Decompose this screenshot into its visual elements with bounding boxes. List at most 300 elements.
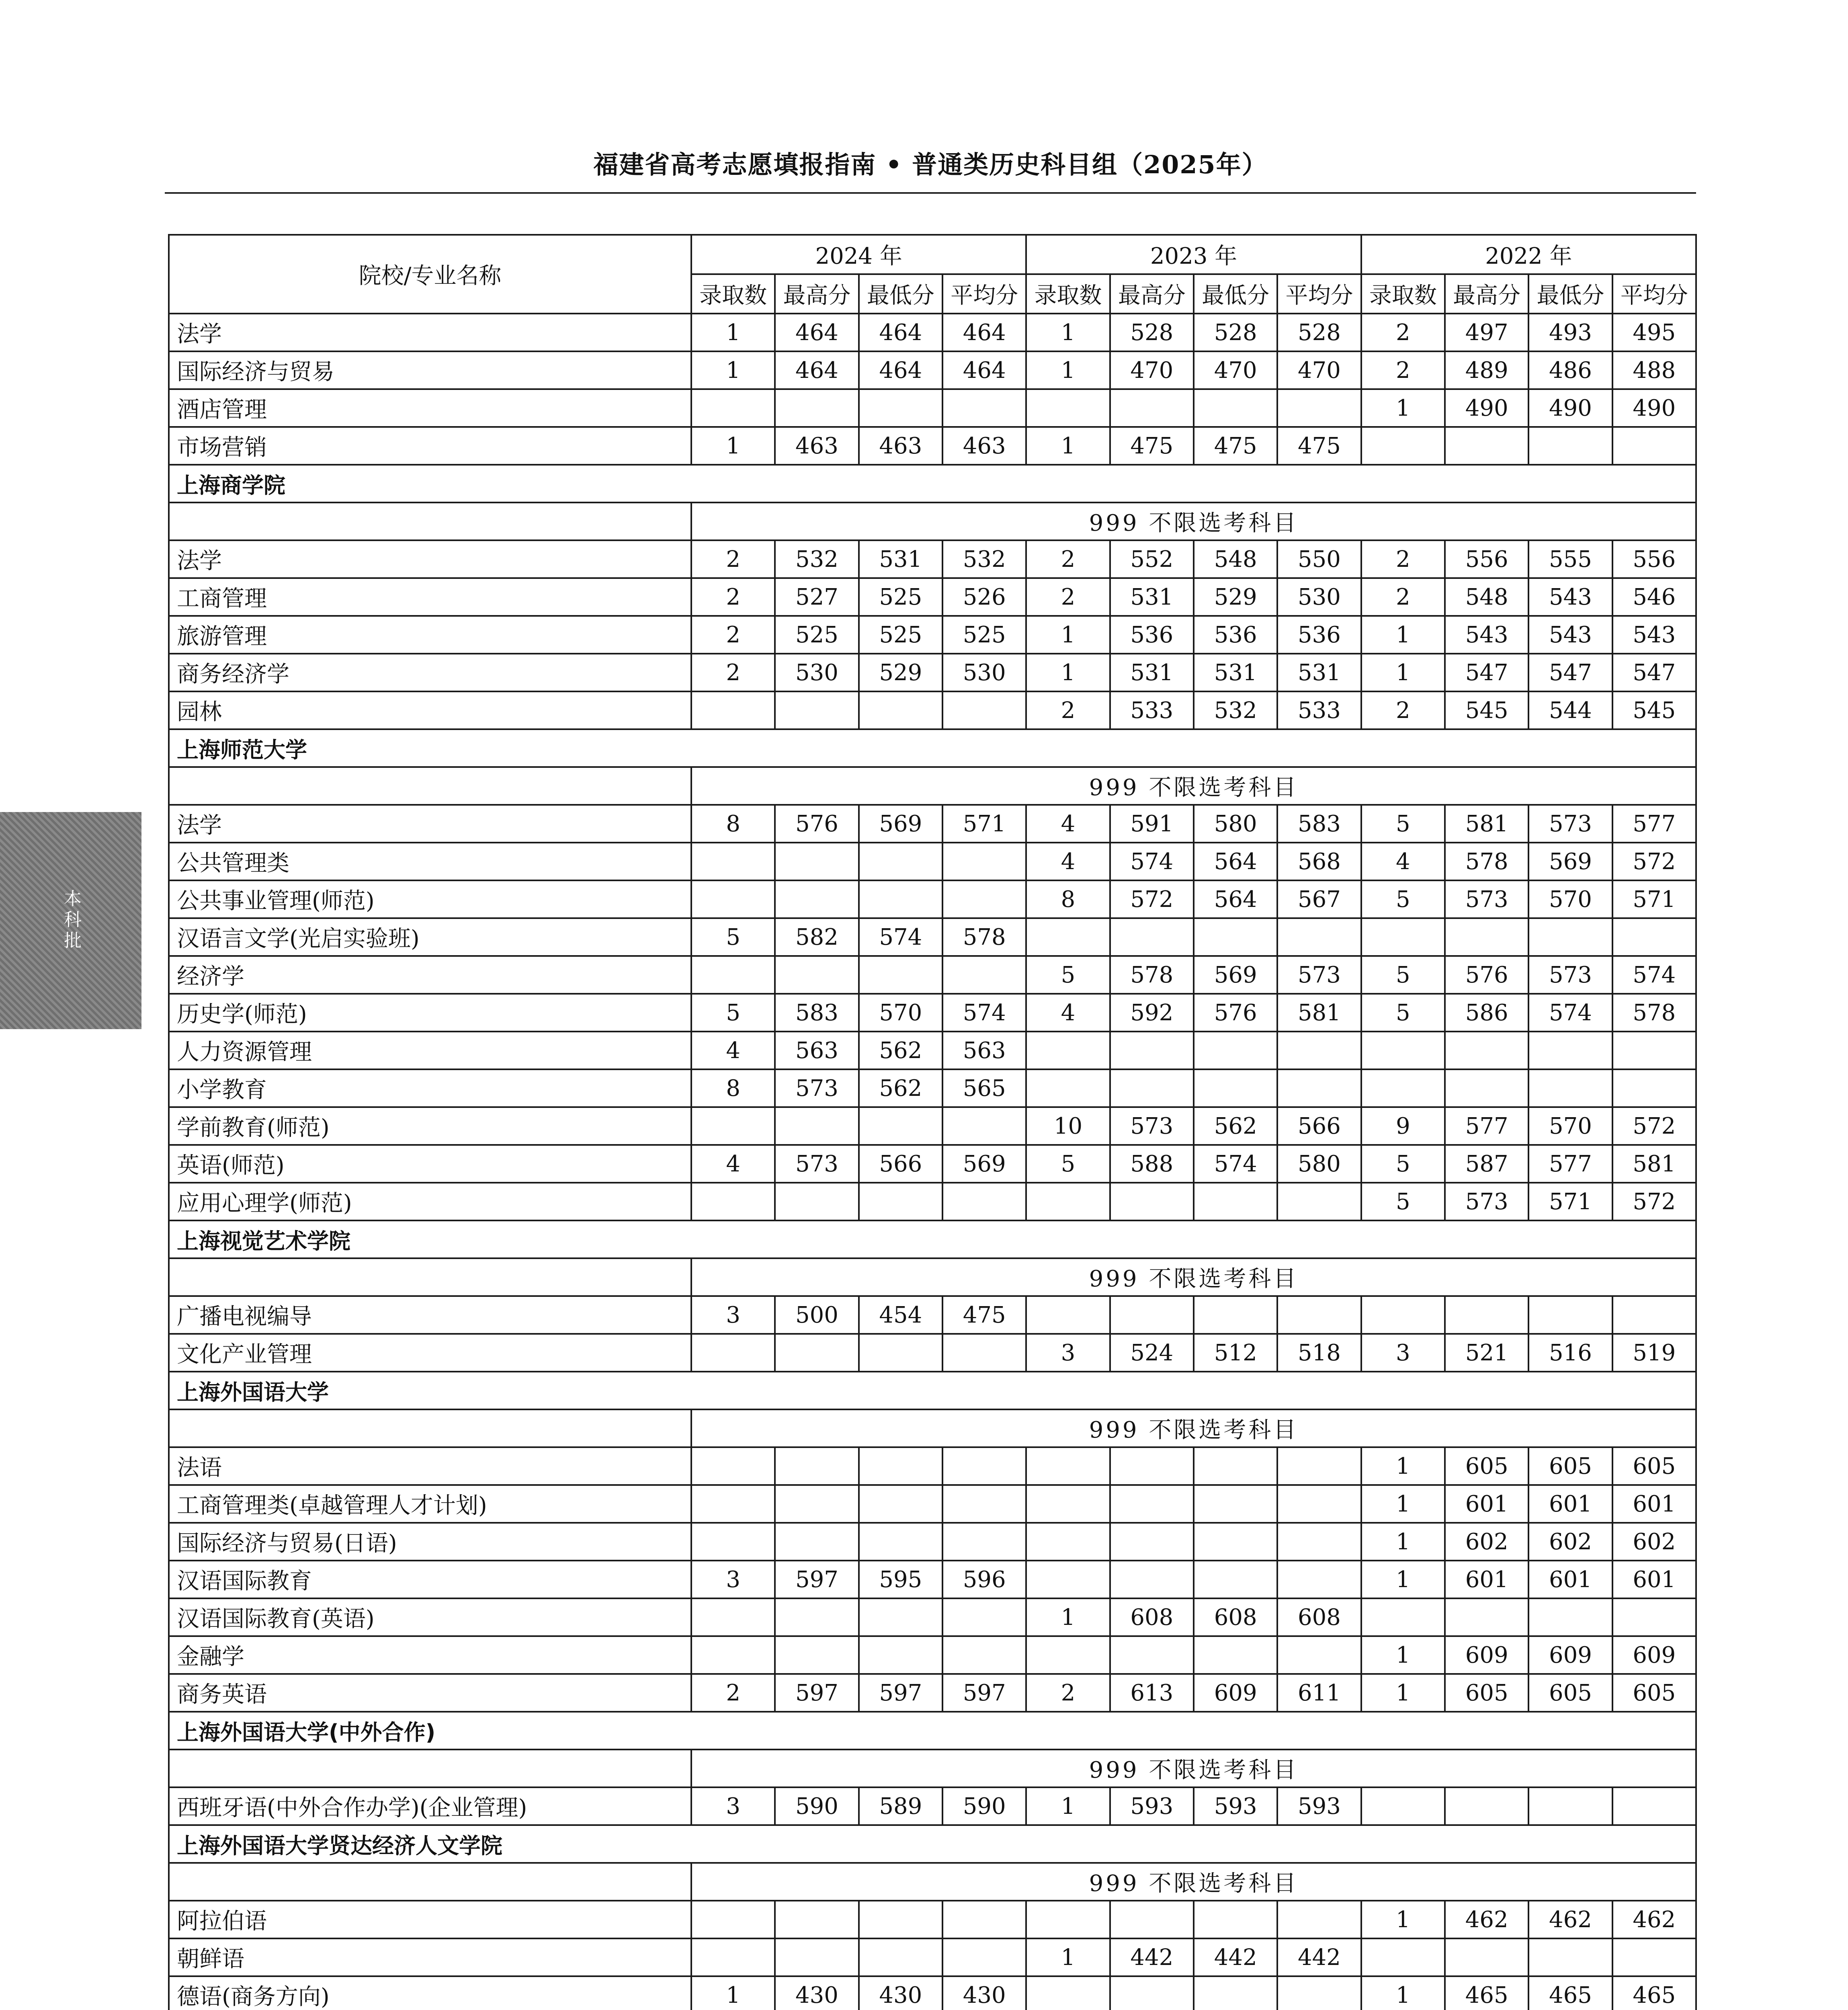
min-score-cell [1528, 1787, 1612, 1825]
major-name: 金融学 [169, 1636, 691, 1674]
column-header-avg: 平均分 [942, 274, 1026, 314]
min-score-cell [1194, 1485, 1277, 1523]
table-row [169, 578, 1696, 616]
max-score-cell: 531 [1110, 654, 1194, 691]
max-score-cell: 527 [775, 578, 858, 616]
avg-score-cell: 593 [1277, 1787, 1361, 1825]
avg-score-cell: 475 [1277, 427, 1361, 465]
min-score-cell: 574 [1194, 1145, 1277, 1183]
avg-score-cell: 464 [942, 314, 1026, 351]
table-row [169, 1107, 1696, 1145]
count-cell [691, 843, 775, 880]
avg-score-cell [1612, 1069, 1696, 1107]
min-score-cell [1528, 1938, 1612, 1976]
empty-cell [169, 1863, 691, 1901]
avg-score-cell: 525 [942, 616, 1026, 654]
column-header-year: 2022 年 [1361, 235, 1696, 274]
avg-score-cell: 528 [1277, 314, 1361, 351]
major-name: 学前教育(师范) [169, 1107, 691, 1145]
avg-score-cell [1612, 427, 1696, 465]
count-cell: 2 [1026, 1674, 1110, 1712]
avg-score-cell: 590 [942, 1787, 1026, 1825]
avg-score-cell: 601 [1612, 1561, 1696, 1598]
count-cell: 1 [1361, 1901, 1445, 1938]
count-cell: 5 [1361, 880, 1445, 918]
max-score-cell: 608 [1110, 1598, 1194, 1636]
avg-score-cell: 605 [1612, 1674, 1696, 1712]
count-cell: 1 [1361, 654, 1445, 691]
min-score-cell: 570 [1528, 880, 1612, 918]
count-cell: 1 [1026, 1938, 1110, 1976]
max-score-cell: 530 [775, 654, 858, 691]
min-score-cell [859, 1636, 942, 1674]
min-score-cell [1194, 1069, 1277, 1107]
max-score-cell [1445, 1787, 1528, 1825]
max-score-cell: 475 [1110, 427, 1194, 465]
count-cell: 5 [1361, 956, 1445, 994]
avg-score-cell: 547 [1612, 654, 1696, 691]
school-row [169, 1825, 1696, 1863]
subject-requirement-note: 999 不限选考科目 [691, 503, 1696, 540]
count-cell: 1 [1361, 1447, 1445, 1485]
table-row [169, 918, 1696, 956]
min-score-cell: 570 [859, 994, 942, 1032]
column-header-year: 2023 年 [1026, 235, 1361, 274]
min-score-cell: 601 [1528, 1485, 1612, 1523]
major-name: 汉语国际教育(英语) [169, 1598, 691, 1636]
major-name: 德语(商务方向) [169, 1976, 691, 2010]
column-header-count: 录取数 [691, 274, 775, 314]
avg-score-cell: 495 [1612, 314, 1696, 351]
table-row [169, 805, 1696, 843]
empty-cell [169, 1409, 691, 1447]
min-score-cell: 574 [1528, 994, 1612, 1032]
table-row [169, 616, 1696, 654]
max-score-cell: 605 [1445, 1674, 1528, 1712]
page-header: 福建省高考志愿填报指南 • 普通类历史科目组（2025年） [593, 150, 1268, 179]
count-cell: 1 [1361, 1561, 1445, 1598]
count-cell [691, 880, 775, 918]
max-score-cell [1445, 1296, 1528, 1334]
max-score-cell [775, 1183, 858, 1220]
min-score-cell: 564 [1194, 880, 1277, 918]
min-score-cell: 573 [1528, 805, 1612, 843]
min-score-cell: 430 [859, 1976, 942, 2010]
min-score-cell: 562 [859, 1069, 942, 1107]
count-cell [691, 1485, 775, 1523]
major-name: 法学 [169, 314, 691, 351]
avg-score-cell [1277, 1561, 1361, 1598]
major-name: 市场营销 [169, 427, 691, 465]
max-score-cell: 591 [1110, 805, 1194, 843]
avg-score-cell: 580 [1277, 1145, 1361, 1183]
major-name: 公共管理类 [169, 843, 691, 880]
count-cell: 1 [1361, 1636, 1445, 1674]
avg-score-cell [942, 1447, 1026, 1485]
avg-score-cell: 568 [1277, 843, 1361, 880]
max-score-cell: 543 [1445, 616, 1528, 654]
max-score-cell: 465 [1445, 1976, 1528, 2010]
count-cell [1026, 1447, 1110, 1485]
max-score-cell: 586 [1445, 994, 1528, 1032]
min-score-cell: 529 [1194, 578, 1277, 616]
subject-requirement-row [169, 1258, 1696, 1296]
count-cell [1026, 918, 1110, 956]
major-name: 英语(师范) [169, 1145, 691, 1183]
max-score-cell: 521 [1445, 1334, 1528, 1372]
max-score-cell: 601 [1445, 1485, 1528, 1523]
table-row [169, 1032, 1696, 1069]
empty-cell [169, 503, 691, 540]
count-cell [1026, 1561, 1110, 1598]
table-row [169, 1636, 1696, 1674]
avg-score-cell: 596 [942, 1561, 1026, 1598]
table-row [169, 1485, 1696, 1523]
school-name: 上海外国语大学 [169, 1372, 1696, 1409]
max-score-cell: 528 [1110, 314, 1194, 351]
table-row [169, 843, 1696, 880]
max-score-cell [1445, 1598, 1528, 1636]
max-score-cell: 613 [1110, 1674, 1194, 1712]
count-cell: 2 [1026, 540, 1110, 578]
count-cell: 3 [1026, 1334, 1110, 1372]
avg-score-cell: 609 [1612, 1636, 1696, 1674]
min-score-cell: 569 [859, 805, 942, 843]
min-score-cell [859, 389, 942, 427]
major-name: 酒店管理 [169, 389, 691, 427]
table-row [169, 1598, 1696, 1636]
min-score-cell: 531 [1194, 654, 1277, 691]
min-score-cell: 589 [859, 1787, 942, 1825]
min-score-cell [859, 1901, 942, 1938]
count-cell [1361, 1032, 1445, 1069]
max-score-cell: 532 [775, 540, 858, 578]
count-cell: 4 [691, 1145, 775, 1183]
count-cell [691, 1598, 775, 1636]
school-name: 上海师范大学 [169, 729, 1696, 767]
avg-score-cell [942, 956, 1026, 994]
count-cell: 1 [691, 314, 775, 351]
min-score-cell: 463 [859, 427, 942, 465]
min-score-cell: 528 [1194, 314, 1277, 351]
table-row [169, 1523, 1696, 1561]
table-row [169, 1938, 1696, 1976]
min-score-cell: 543 [1528, 616, 1612, 654]
count-cell: 2 [691, 578, 775, 616]
count-cell: 1 [1361, 1485, 1445, 1523]
avg-score-cell: 611 [1277, 1674, 1361, 1712]
max-score-cell: 500 [775, 1296, 858, 1334]
min-score-cell [859, 1598, 942, 1636]
max-score-cell: 602 [1445, 1523, 1528, 1561]
max-score-cell: 531 [1110, 578, 1194, 616]
major-name: 商务经济学 [169, 654, 691, 691]
avg-score-cell: 573 [1277, 956, 1361, 994]
subject-requirement-note: 999 不限选考科目 [691, 1409, 1696, 1447]
table-row [169, 994, 1696, 1032]
min-score-cell: 548 [1194, 540, 1277, 578]
subject-requirement-row [169, 1409, 1696, 1447]
empty-cell [169, 767, 691, 805]
count-cell [1026, 1485, 1110, 1523]
min-score-cell: 442 [1194, 1938, 1277, 1976]
count-cell: 3 [691, 1787, 775, 1825]
max-score-cell: 601 [1445, 1561, 1528, 1598]
subject-requirement-row [169, 1863, 1696, 1901]
table-header-row-years [169, 235, 1696, 274]
avg-score-cell [1277, 1296, 1361, 1334]
max-score-cell [1110, 1976, 1194, 2010]
max-score-cell [775, 1523, 858, 1561]
min-score-cell: 593 [1194, 1787, 1277, 1825]
min-score-cell: 608 [1194, 1598, 1277, 1636]
count-cell: 1 [1361, 1976, 1445, 2010]
table-body [169, 314, 1696, 2010]
max-score-cell [775, 1334, 858, 1372]
avg-score-cell [1612, 1598, 1696, 1636]
school-row [169, 729, 1696, 767]
max-score-cell: 578 [1110, 956, 1194, 994]
avg-score-cell: 530 [1277, 578, 1361, 616]
avg-score-cell [942, 1183, 1026, 1220]
count-cell: 2 [1361, 314, 1445, 351]
min-score-cell: 536 [1194, 616, 1277, 654]
min-score-cell: 475 [1194, 427, 1277, 465]
min-score-cell [859, 691, 942, 729]
min-score-cell: 580 [1194, 805, 1277, 843]
min-score-cell: 543 [1528, 578, 1612, 616]
min-score-cell: 562 [1194, 1107, 1277, 1145]
avg-score-cell: 605 [1612, 1447, 1696, 1485]
subject-requirement-row [169, 503, 1696, 540]
avg-score-cell: 546 [1612, 578, 1696, 616]
avg-score-cell: 464 [942, 351, 1026, 389]
count-cell [691, 1901, 775, 1938]
count-cell [691, 389, 775, 427]
max-score-cell: 572 [1110, 880, 1194, 918]
count-cell: 5 [1361, 805, 1445, 843]
major-name: 汉语言文学(光启实验班) [169, 918, 691, 956]
min-score-cell [859, 956, 942, 994]
count-cell: 1 [691, 351, 775, 389]
subject-requirement-row [169, 1750, 1696, 1787]
max-score-cell [775, 956, 858, 994]
max-score-cell: 582 [775, 918, 858, 956]
avg-score-cell [1612, 1032, 1696, 1069]
max-score-cell [1110, 1523, 1194, 1561]
min-score-cell: 595 [859, 1561, 942, 1598]
min-score-cell: 569 [1528, 843, 1612, 880]
min-score-cell [1194, 1523, 1277, 1561]
min-score-cell [1194, 1296, 1277, 1334]
min-score-cell [1528, 1598, 1612, 1636]
column-header-avg: 平均分 [1277, 274, 1361, 314]
column-header-name: 院校/专业名称 [169, 235, 691, 314]
major-name: 法语 [169, 1447, 691, 1485]
avg-score-cell [1277, 1032, 1361, 1069]
min-score-cell: 605 [1528, 1447, 1612, 1485]
avg-score-cell [942, 1901, 1026, 1938]
avg-score-cell: 462 [1612, 1901, 1696, 1938]
table-row [169, 1787, 1696, 1825]
min-score-cell [859, 880, 942, 918]
max-score-cell [775, 1901, 858, 1938]
count-cell [1361, 427, 1445, 465]
avg-score-cell: 488 [1612, 351, 1696, 389]
avg-score-cell: 533 [1277, 691, 1361, 729]
avg-score-cell: 475 [942, 1296, 1026, 1334]
max-score-cell: 609 [1445, 1636, 1528, 1674]
min-score-cell: 569 [1194, 956, 1277, 994]
header-rule [165, 192, 1696, 194]
count-cell [1026, 1976, 1110, 2010]
avg-score-cell [942, 691, 1026, 729]
avg-score-cell: 490 [1612, 389, 1696, 427]
school-row [169, 1372, 1696, 1409]
count-cell [1026, 389, 1110, 427]
max-score-cell: 464 [775, 351, 858, 389]
side-tab-label: 本科批 [61, 889, 81, 952]
avg-score-cell [1612, 1938, 1696, 1976]
avg-score-cell [1612, 1787, 1696, 1825]
count-cell [691, 691, 775, 729]
major-name: 阿拉伯语 [169, 1901, 691, 1938]
subject-requirement-note: 999 不限选考科目 [691, 1258, 1696, 1296]
avg-score-cell: 532 [942, 540, 1026, 578]
count-cell: 5 [1026, 1145, 1110, 1183]
avg-score-cell [942, 1485, 1026, 1523]
count-cell [1361, 1598, 1445, 1636]
table-row [169, 1674, 1696, 1712]
min-score-cell: 564 [1194, 843, 1277, 880]
major-name: 法学 [169, 805, 691, 843]
major-name: 应用心理学(师范) [169, 1183, 691, 1220]
min-score-cell [859, 1334, 942, 1372]
count-cell: 2 [691, 654, 775, 691]
max-score-cell [1445, 1032, 1528, 1069]
count-cell: 4 [1026, 843, 1110, 880]
max-score-cell: 497 [1445, 314, 1528, 351]
table-row [169, 1183, 1696, 1220]
avg-score-cell [942, 880, 1026, 918]
count-cell: 1 [1361, 616, 1445, 654]
avg-score-cell: 565 [942, 1069, 1026, 1107]
table-row [169, 654, 1696, 691]
min-score-cell [859, 1107, 942, 1145]
max-score-cell: 573 [775, 1069, 858, 1107]
max-score-cell: 524 [1110, 1334, 1194, 1372]
max-score-cell: 577 [1445, 1107, 1528, 1145]
count-cell: 5 [1026, 956, 1110, 994]
min-score-cell: 454 [859, 1296, 942, 1334]
min-score-cell: 490 [1528, 389, 1612, 427]
min-score-cell [859, 843, 942, 880]
count-cell: 1 [1361, 389, 1445, 427]
max-score-cell: 587 [1445, 1145, 1528, 1183]
avg-score-cell: 470 [1277, 351, 1361, 389]
major-name: 法学 [169, 540, 691, 578]
avg-score-cell: 571 [942, 805, 1026, 843]
avg-score-cell: 545 [1612, 691, 1696, 729]
max-score-cell [1110, 1447, 1194, 1485]
avg-score-cell: 465 [1612, 1976, 1696, 2010]
major-name: 园林 [169, 691, 691, 729]
avg-score-cell: 530 [942, 654, 1026, 691]
avg-score-cell: 463 [942, 427, 1026, 465]
table-row [169, 1901, 1696, 1938]
avg-score-cell [942, 1598, 1026, 1636]
table-row [169, 691, 1696, 729]
column-header-avg: 平均分 [1612, 274, 1696, 314]
avg-score-cell: 572 [1612, 1107, 1696, 1145]
major-name: 工商管理类(卓越管理人才计划) [169, 1485, 691, 1523]
min-score-cell: 486 [1528, 351, 1612, 389]
empty-cell [169, 1750, 691, 1787]
max-score-cell [1110, 1561, 1194, 1598]
major-name: 国际经济与贸易 [169, 351, 691, 389]
max-score-cell [1110, 1901, 1194, 1938]
count-cell: 1 [691, 1976, 775, 2010]
count-cell [1026, 1901, 1110, 1938]
column-header-min: 最低分 [1528, 274, 1612, 314]
min-score-cell [1194, 1561, 1277, 1598]
subject-requirement-row [169, 767, 1696, 805]
min-score-cell: 609 [1528, 1636, 1612, 1674]
avg-score-cell: 578 [1612, 994, 1696, 1032]
max-score-cell [1445, 918, 1528, 956]
column-header-min: 最低分 [1194, 274, 1277, 314]
min-score-cell: 525 [859, 578, 942, 616]
subject-requirement-note: 999 不限选考科目 [691, 1863, 1696, 1901]
count-cell [1361, 1296, 1445, 1334]
avg-score-cell: 581 [1612, 1145, 1696, 1183]
max-score-cell: 588 [1110, 1145, 1194, 1183]
min-score-cell: 576 [1194, 994, 1277, 1032]
max-score-cell: 597 [775, 1674, 858, 1712]
min-score-cell: 555 [1528, 540, 1612, 578]
major-name: 经济学 [169, 956, 691, 994]
max-score-cell [1445, 1938, 1528, 1976]
min-score-cell: 562 [859, 1032, 942, 1069]
avg-score-cell: 597 [942, 1674, 1026, 1712]
max-score-cell: 576 [1445, 956, 1528, 994]
max-score-cell [1445, 1069, 1528, 1107]
min-score-cell: 547 [1528, 654, 1612, 691]
subject-requirement-note: 999 不限选考科目 [691, 767, 1696, 805]
major-name: 旅游管理 [169, 616, 691, 654]
avg-score-cell: 601 [1612, 1485, 1696, 1523]
table-row [169, 1561, 1696, 1598]
min-score-cell [1528, 427, 1612, 465]
min-score-cell: 512 [1194, 1334, 1277, 1372]
avg-score-cell: 536 [1277, 616, 1361, 654]
max-score-cell: 464 [775, 314, 858, 351]
max-score-cell: 590 [775, 1787, 858, 1825]
avg-score-cell: 518 [1277, 1334, 1361, 1372]
min-score-cell [1528, 918, 1612, 956]
count-cell: 3 [691, 1296, 775, 1334]
avg-score-cell: 572 [1612, 843, 1696, 880]
max-score-cell [775, 1447, 858, 1485]
count-cell: 2 [691, 616, 775, 654]
column-header-max: 最高分 [775, 274, 858, 314]
count-cell [1026, 1032, 1110, 1069]
max-score-cell: 525 [775, 616, 858, 654]
min-score-cell [859, 1447, 942, 1485]
max-score-cell: 573 [1445, 880, 1528, 918]
count-cell: 4 [1026, 805, 1110, 843]
min-score-cell: 529 [859, 654, 942, 691]
